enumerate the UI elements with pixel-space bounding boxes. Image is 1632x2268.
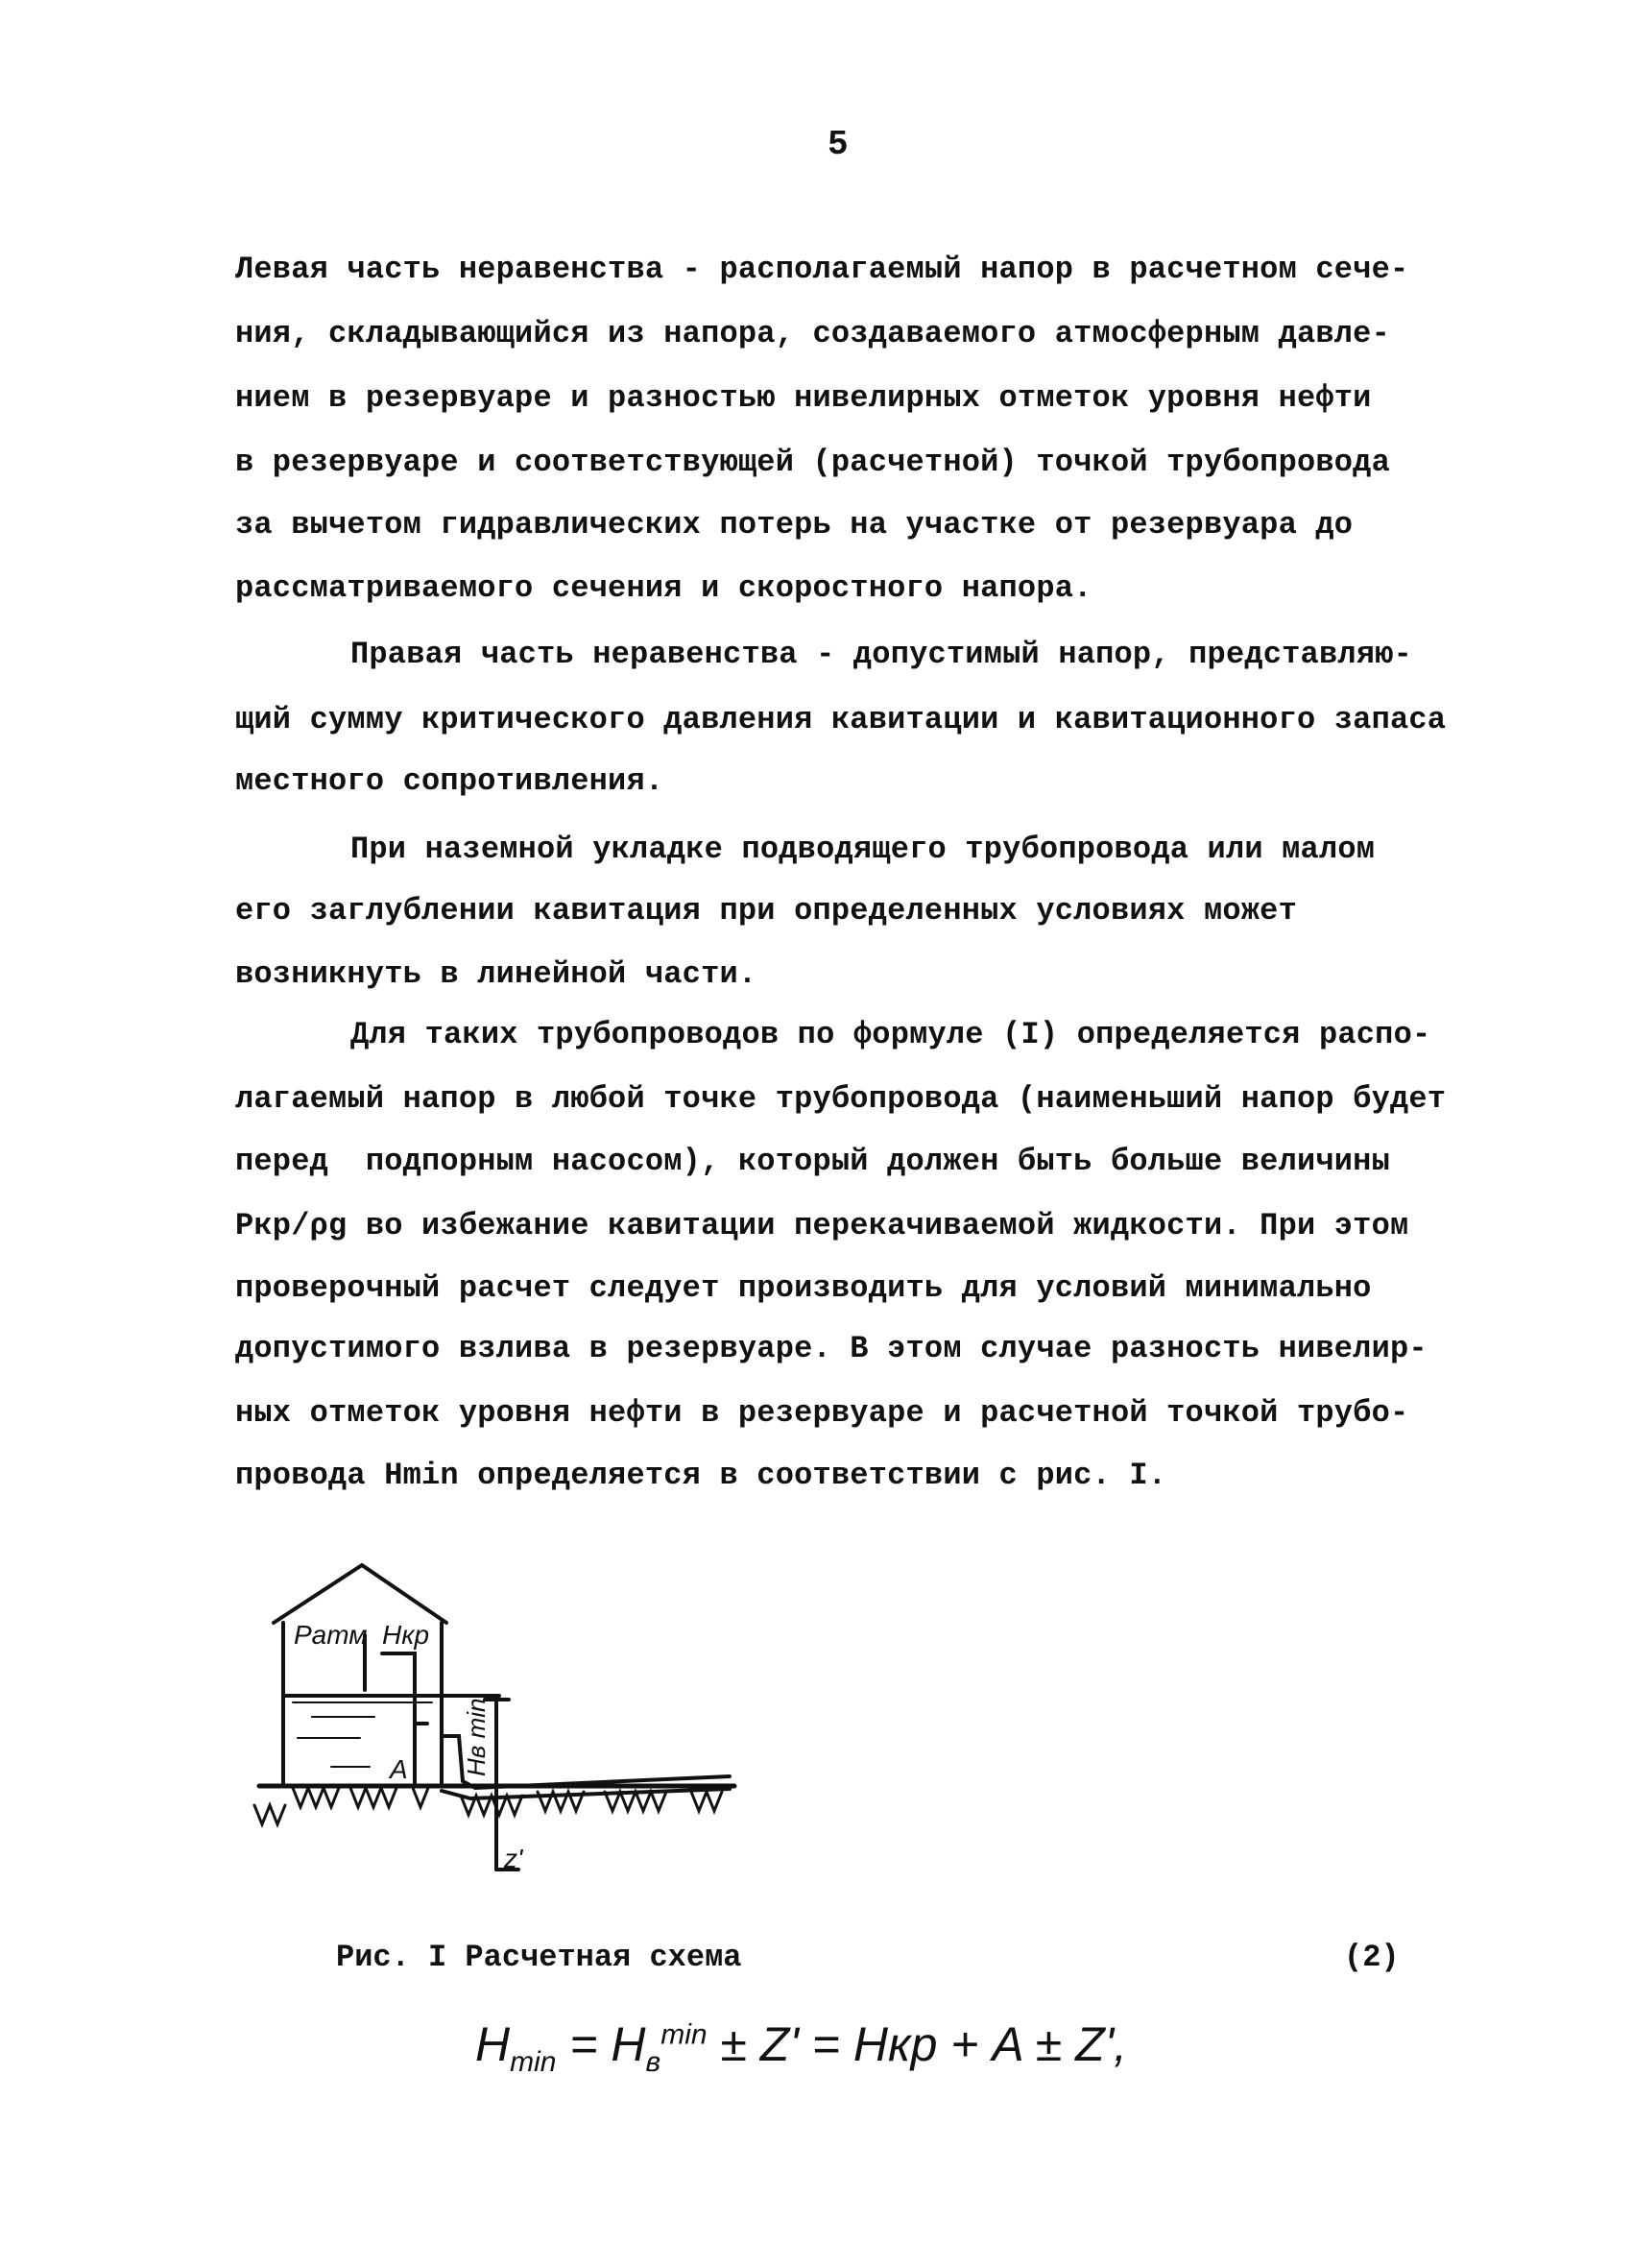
ground-hatching xyxy=(254,1788,722,1824)
text-line: При наземной укладке подводящего трубопровода или малом xyxy=(350,832,1376,867)
formula xyxy=(475,2016,1127,2079)
text-line: Правая часть неравенства - допустимый напор, представляю- xyxy=(350,637,1412,672)
text-line: провода Hmin определяется в соответствии с рис. I. xyxy=(235,1458,1167,1493)
pipe-lower xyxy=(442,1789,730,1798)
text-line: местного сопротивления. xyxy=(235,763,664,799)
text-line: возникнуть в линейной части. xyxy=(235,956,757,992)
equation-number: (2) xyxy=(1344,1940,1400,1975)
text-line: Pкр/ρg во избежание кавитации перекачиваемой жидкости. При этом xyxy=(235,1208,1409,1243)
text-line: Левая часть неравенства - располагаемый напор в расчетном сече- xyxy=(235,252,1409,287)
text-line: проверочный расчет следует производить для условий минимально xyxy=(235,1270,1372,1306)
formula-eq1: = H xyxy=(556,2017,646,2071)
text-line: нием в резервуаре и разностью нивелирных отметок уровня нефти xyxy=(235,380,1372,416)
formula-lhs: H xyxy=(475,2017,511,2071)
text-line: его заглублении кавитация при определенных условиях может xyxy=(235,893,1297,929)
tank-roof xyxy=(274,1565,446,1623)
text-line: за вычетом гидравлических потерь на участке от резервуара до xyxy=(235,507,1354,543)
label-h-v-min: Hв min xyxy=(462,1698,491,1776)
text-line: ния, складывающийся из напора, создаваемого атмосферным давле- xyxy=(235,316,1390,351)
text-line: в резервуаре и соответствующей (расчетной) точкой трубопровода xyxy=(235,445,1390,480)
label-a: A xyxy=(390,1754,408,1784)
label-h-kr: Hкр xyxy=(382,1620,430,1650)
formula-lhs-sub: min xyxy=(510,2046,557,2078)
text-line: перед подпорным насосом), который должен быть больше величины xyxy=(235,1144,1390,1179)
formula-sub2: в xyxy=(645,2046,661,2078)
label-z: z' xyxy=(504,1844,523,1873)
label-p-atm: Pатм xyxy=(294,1620,368,1650)
page-number: 5 xyxy=(828,125,849,164)
text-line: допустимого взлива в резервуаре. В этом случае разность нивелир- xyxy=(235,1331,1428,1366)
text-line: рассматриваемого сечения и скоростного напора. xyxy=(235,570,1092,606)
text-line: лагаемый напор в любой точке трубопровода (наименьший напор будет xyxy=(235,1081,1447,1117)
text-line: щий сумму критического давления кавитации и кавитационного запаса xyxy=(235,702,1447,737)
figure-caption: Рис. I Расчетная схема xyxy=(336,1940,742,1975)
text-line: Для таких трубопроводов по формуле (I) определяется распо- xyxy=(350,1017,1431,1052)
formula-sup2: min xyxy=(660,2018,708,2051)
text-line: ных отметок уровня нефти в резервуаре и расчетной точкой трубо- xyxy=(235,1395,1409,1431)
formula-rest: ± Z' = Hкр + A ± Z', xyxy=(707,2017,1128,2071)
